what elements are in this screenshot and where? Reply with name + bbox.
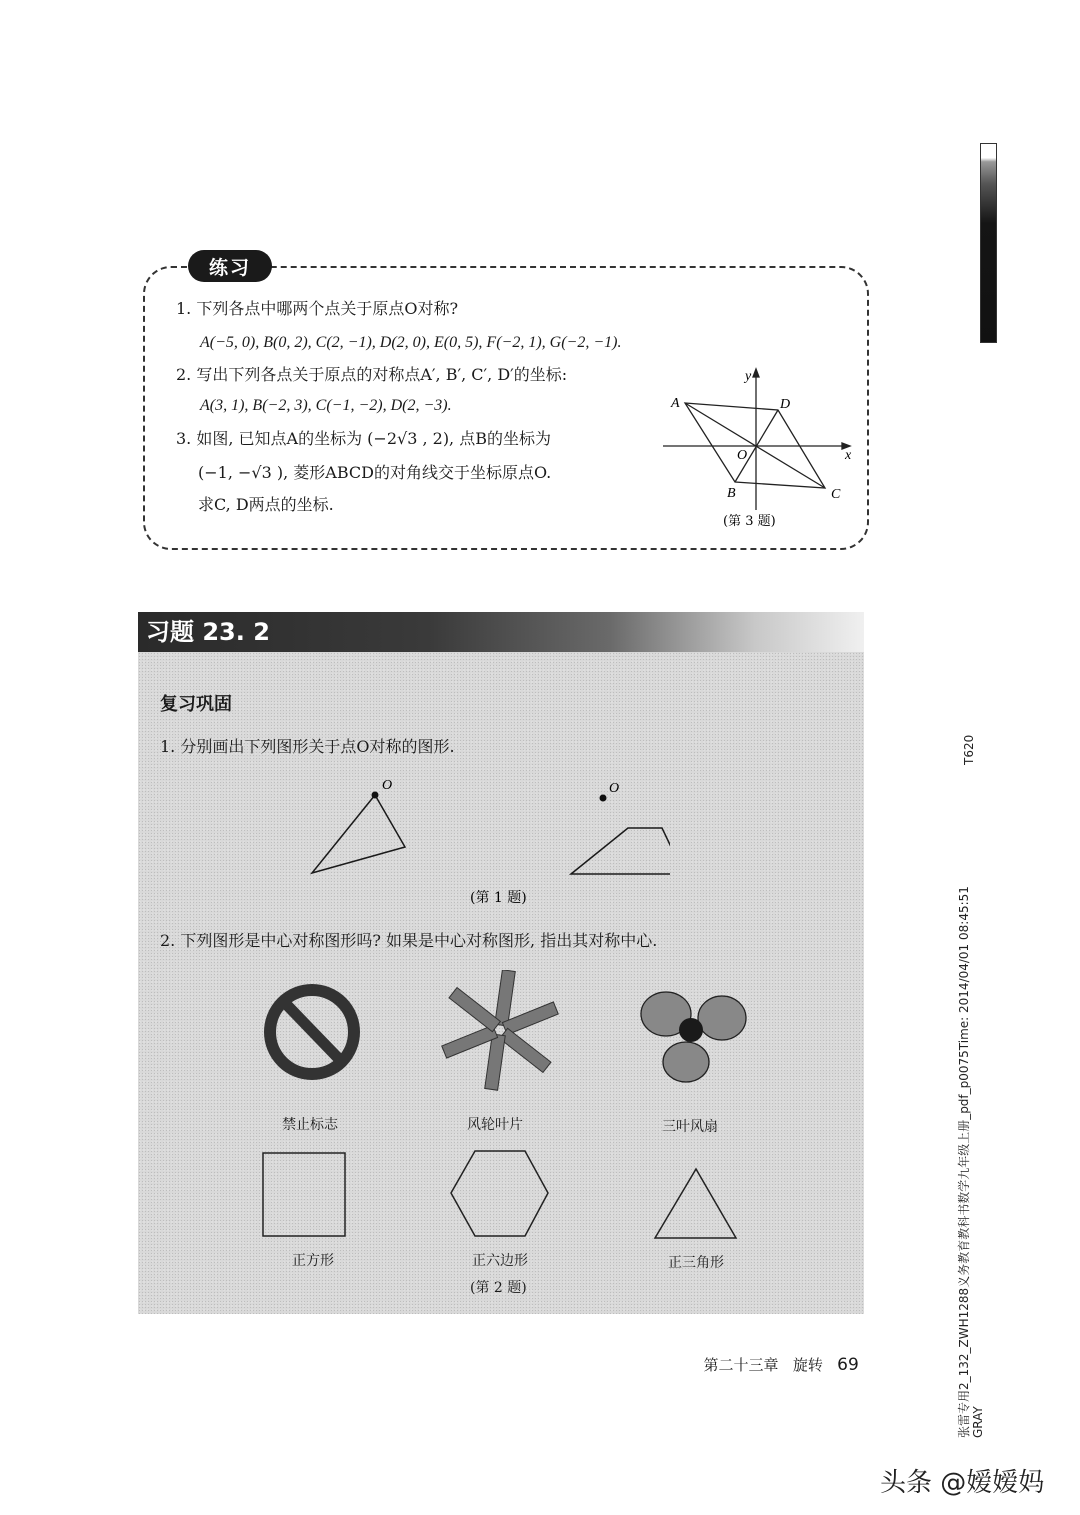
shape-label: 正三角形 [668,1255,724,1271]
label-b: B [727,486,736,501]
q-text: 如图, 已知点A的坐标为 (−2√3 , 2), 点B的坐标为 [196,429,551,448]
label-d: D [780,397,791,412]
q-text: 写出下列各点关于原点的对称点A′, B′, C′, D′的坐标: [196,365,568,384]
q2-caption: (第 2 题) [470,1280,527,1296]
q1-figures [290,770,670,910]
q-number: 3. [176,429,192,448]
practice-q3 [176,428,551,450]
watermark: 头条 @嫒嫒妈 [880,1468,1045,1498]
exercise-q2-text: 2. 下列图形是中心对称图形吗? 如果是中心对称图形, 指出其对称中心. [160,931,658,950]
practice-q3-line3: 求C, D两点的坐标. [198,495,334,514]
shape-label: 禁止标志 [282,1117,338,1133]
section-subhead: 复习巩固 [160,694,232,715]
q-number: 1. [176,299,192,318]
practice-q1-points: A(−5, 0), B(0, 2), C(2, −1), D(2, 0), E(0, 5), F(−2, 1), G(−2, −1). [200,334,622,351]
practice-q2 [176,364,567,386]
shape-label: 风轮叶片 [467,1117,523,1133]
point-o-1 [372,792,379,799]
scan-code: T620 [962,734,976,765]
gray-scale-bar [980,143,997,343]
triangle-icon [652,1166,740,1240]
windmill-blades-icon [435,970,565,1100]
label-a: A [671,396,680,411]
exercise-title: 习题 23. 2 [146,618,270,646]
practice-tag: 练习 [188,250,272,282]
practice-q3-line2: (−1, −√3 ), 菱形ABCD的对角线交于坐标原点O. [198,463,552,482]
figure-caption: (第 3 题) [723,514,776,529]
label-x: x [845,448,852,463]
chapter-title: 第二十三章 旋转 [703,1356,823,1374]
label-o-1: O [382,778,393,793]
q1-caption: (第 1 题) [470,890,527,906]
shape-label: 正六边形 [472,1253,528,1269]
hexagon-icon [448,1148,552,1240]
label-y: y [745,369,752,384]
scan-info-line1: 张雷专用2_132_ZWH1288义务教育教科书数学九年级上册_pdf_p0075Time: 2014/04/01 08:45:51 [957,886,971,1438]
shape-label: 三叶风扇 [662,1119,718,1135]
scan-info-line2: GRAY [971,1406,985,1438]
three-blade-fan-icon [636,986,748,1084]
point-o-2 [600,795,607,802]
shape-label: 正方形 [292,1253,334,1269]
label-o-2: O [609,781,620,796]
square-icon [260,1150,350,1240]
q-number: 2. [176,365,192,384]
label-o: O [737,448,748,463]
exercise-q1-text: 1. 分别画出下列图形关于点O对称的图形. [160,737,455,756]
practice-q2-points: A(3, 1), B(−2, 3), C(−1, −2), D(2, −3). [200,397,452,414]
rhombus-figure [655,360,865,540]
practice-q1 [176,298,458,320]
page-number: 69 [837,1355,859,1375]
label-c: C [831,487,841,502]
prohibition-sign-icon [258,978,366,1086]
page-footer [694,1336,859,1375]
q-text: 下列各点中哪两个点关于原点O对称? [196,299,459,318]
